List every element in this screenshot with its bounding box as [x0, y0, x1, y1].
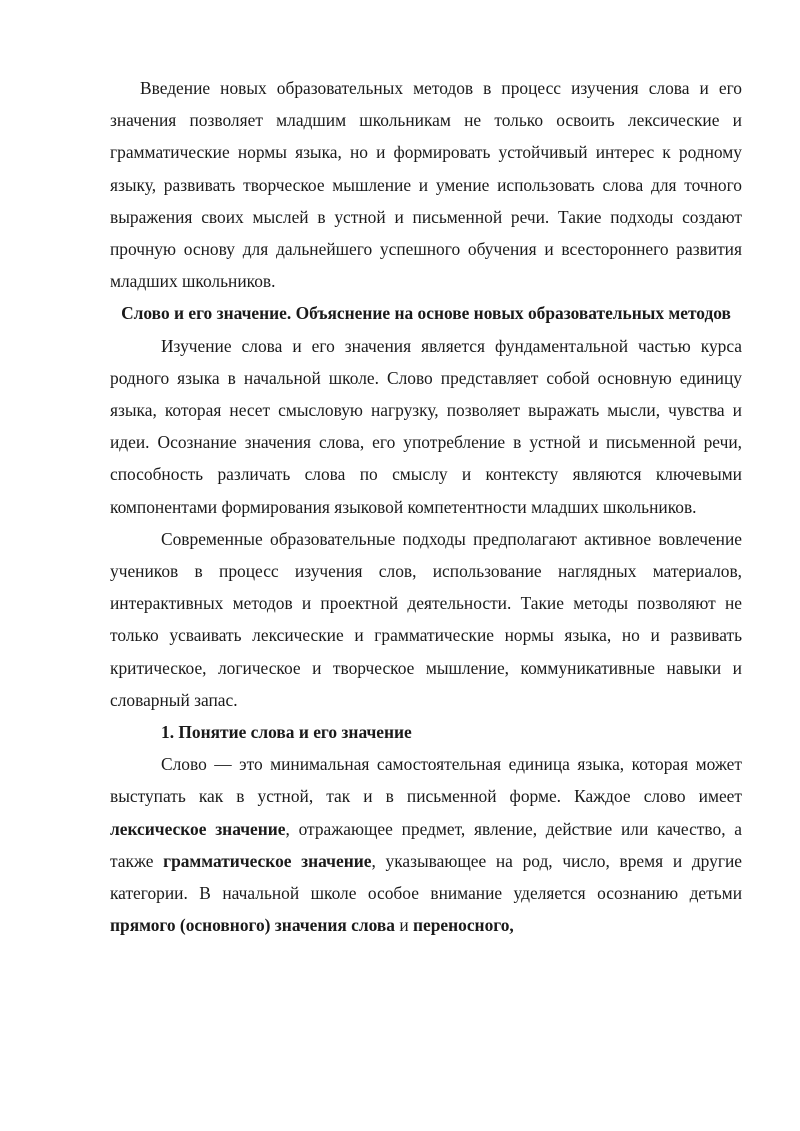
- term-figurative-meaning: переносного,: [412, 915, 514, 936]
- paragraph-3-text-3: , указывающее на род, число, время и другие категории. В начальной школе особое внимание уделяется осознанию детьми: [110, 850, 742, 904]
- section-heading: Слово и его значение. Объяснение на основе новых образовательных методов: [121, 303, 731, 324]
- paragraph-2: Современные образовательные подходы предполагают активное вовлечение учеников в процесс изучения слов, использование наглядных материалов, интерактивных методов и проектной деятельности. Такие методы позволяют не только усваивать лексические и грамматические нормы языка, но и развивать критическое, логическое и творческое мышление, коммуникативные навыки и словарный запас.: [110, 528, 742, 710]
- term-direct-meaning: прямого (основного) значения слова: [110, 915, 395, 936]
- paragraph-1: Изучение слова и его значения является фундаментальной частью курса родного языка в начальной школе. Слово представляет собой основную единицу языка, которая несет смысловую нагрузку, позволяет выражать мысли, чувства и идеи. Осознание значения слова, его употребление в устной и письменной речи, способность различать слова по смыслу и контексту являются ключевыми компонентами формирования языковой компетентности младших школьников.: [110, 335, 742, 517]
- paragraph-3-text-4: и: [394, 915, 413, 936]
- intro-paragraph: Введение новых образовательных методов в процесс изучения слова и его значения позволяет младшим школьникам не только освоить лексические и грамматические нормы языка, но и формировать устойчивый интерес к родному языку, развивать творческое мышление и умение использовать слова для точного выражения своих мыслей в устной и письменной речи. Такие подходы создают прочную основу для дальнейшего успешного обучения и всестороннего развития младших школьников.: [110, 78, 742, 292]
- term-grammatical-meaning: грамматическое значение: [163, 850, 372, 871]
- paragraph-3-text-2: , отражающее предмет, явление, действие или качество, а также: [110, 818, 742, 871]
- paragraph-3: [110, 748, 742, 941]
- subsection-heading: 1. Понятие слова и его значение: [161, 722, 412, 743]
- paragraph-3-text-1: Слово — это минимальная самостоятельная единица языка, которая может выступать как в устной, так и в письменной форме. Каждое слово имеет: [110, 754, 742, 807]
- term-lexical-meaning: лексическое значение: [110, 818, 286, 839]
- document-body: [110, 72, 742, 941]
